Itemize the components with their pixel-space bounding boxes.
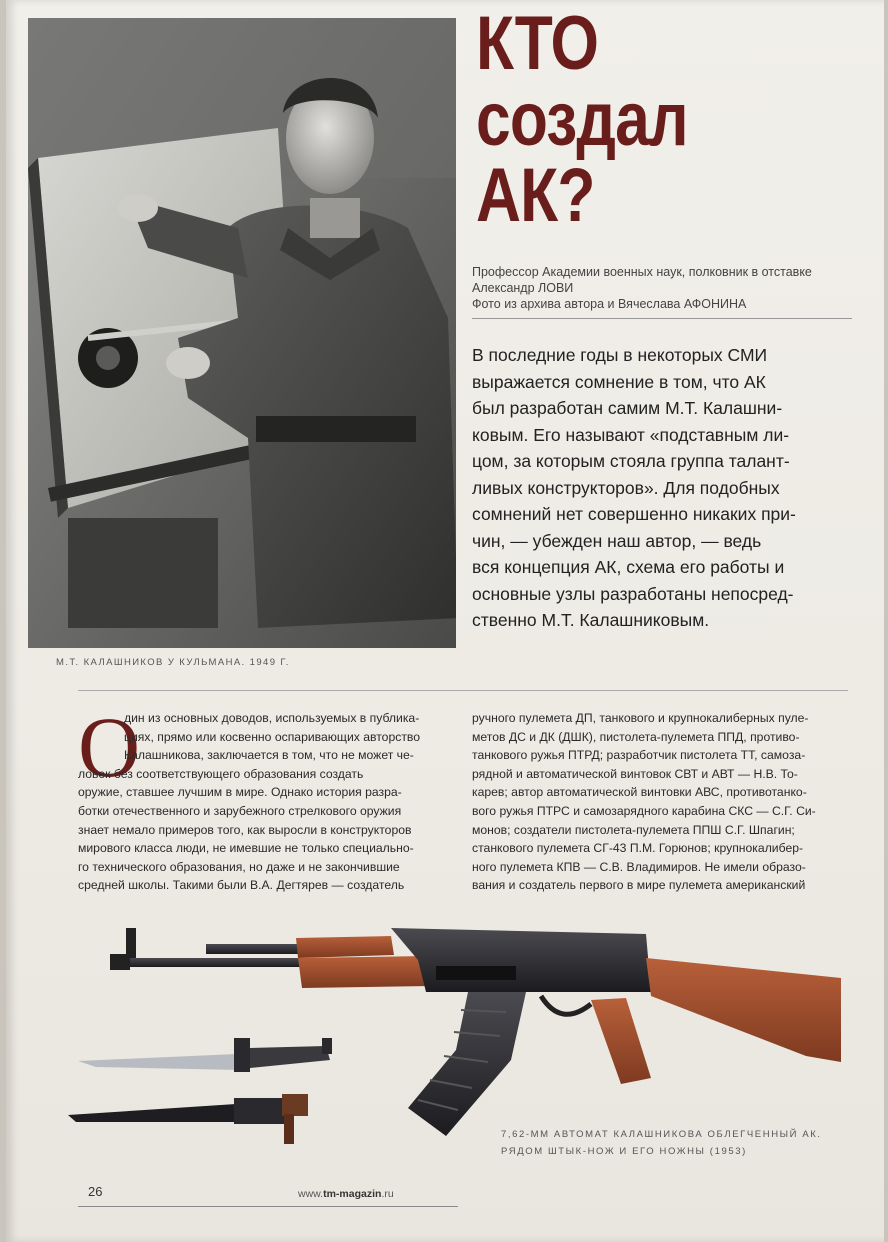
- site-url-domain: tm-magazin: [323, 1188, 382, 1200]
- weapon-caption-line: 7,62-ММ АВТОМАТ КАЛАШНИКОВА ОБЛЕГЧЕННЫЙ АК.: [501, 1129, 822, 1140]
- body-line: ручного пулемета ДП, танкового и крупнокалиберных пуле-: [472, 711, 809, 725]
- body-line: дин из основных доводов, используемых в публика-: [124, 711, 420, 725]
- lead-line: В последние годы в некоторых СМИ: [472, 345, 768, 365]
- byline: [472, 264, 862, 312]
- body-line: метов ДС и ДК (ДШК), пистолета-пулемета ППД, противо-: [472, 729, 800, 744]
- lead-line: сомнений нет совершенно никаких при-: [472, 504, 796, 524]
- body-line: Калашникова, заключается в том, что не может че-: [124, 748, 414, 763]
- body-line: знает немало примеров того, как выросли в конструкторов: [78, 822, 412, 837]
- body-column-left: [78, 709, 452, 895]
- title-line-3: АК?: [476, 153, 595, 238]
- site-url-prefix: www.: [298, 1188, 324, 1200]
- body-line: вого ружья ПТРС и самозарядного карабина СКС — С.Г. Си-: [472, 803, 816, 818]
- magazine-page: [6, 0, 884, 1242]
- lead-line: чин, — убежден наш автор, — ведь: [472, 530, 762, 551]
- body-line: монов; создатели пистолета-пулемета ППШ С.Г. Шпагин;: [472, 822, 795, 837]
- byline-author: Александр ЛОВИ: [472, 281, 574, 295]
- bayonet-scabbard-image: [6, 900, 884, 1160]
- man-at-drafting-board-photo: [28, 18, 456, 648]
- body-line: рядной и автоматической винтовок СВТ и АВТ — Н.В. То-: [472, 766, 798, 781]
- lead-line: выражается сомнение в том, что АК: [472, 371, 766, 392]
- lead-line: ственно М.Т. Калашниковым.: [472, 610, 710, 630]
- body-line: ботки отечественного и зарубежного стрелкового оружия: [78, 803, 402, 818]
- body-line: мирового класса люди, не имевшие не только специально-: [78, 841, 414, 856]
- page-number: 26: [88, 1184, 103, 1199]
- site-url: [298, 1188, 394, 1200]
- title-line-2: создал: [476, 77, 688, 162]
- byline-divider: [472, 318, 852, 319]
- section-divider: [78, 690, 848, 691]
- lead-line: был разработан самим М.Т. Калашни-: [472, 398, 783, 418]
- photo-caption: М.Т. КАЛАШНИКОВ У КУЛЬМАНА. 1949 Г.: [56, 657, 290, 668]
- body-line: карев; автор автоматической винтовки АВС, противотанко-: [472, 785, 807, 800]
- lead-line: основные узлы разработаны непосред-: [472, 583, 794, 604]
- lead-line: ливых конструкторов». Для подобных: [472, 477, 780, 498]
- lead-line: ковым. Его называют «подставным ли-: [472, 424, 790, 445]
- body-line: го технического образования, но даже и не закончившие: [78, 859, 400, 874]
- byline-affiliation: Профессор Академии военных наук, полковник в отставке: [472, 265, 812, 279]
- lead-line: цом, за которым стояла группа талант-: [472, 451, 790, 471]
- weapon-caption-line: РЯДОМ ШТЫК-НОЖ И ЕГО НОЖНЫ (1953): [501, 1146, 747, 1157]
- lead-line: вся концепция АК, схема его работы и: [472, 557, 785, 577]
- body-line: циях, прямо или косвенно оспаривающих авторство: [124, 729, 421, 744]
- body-line: танкового ружья ПТРД; разработчик пистолета ТТ, самоза-: [472, 748, 806, 763]
- site-url-suffix: .ru: [381, 1188, 394, 1200]
- body-column-right: [472, 709, 852, 895]
- body-line: средней школы. Такими были В.А. Дегтярев — создатель: [78, 878, 405, 893]
- drop-cap: О: [78, 699, 141, 795]
- body-line: оружие, ставшее лучшим в мире. Однако история разра-: [78, 785, 402, 800]
- footer-divider: [78, 1206, 458, 1207]
- body-line: вания и создатель первого в мире пулемета американский: [472, 878, 806, 893]
- title-line-1: КТО: [476, 1, 599, 86]
- weapon-caption: [501, 1126, 822, 1160]
- article-title: [476, 1, 788, 238]
- byline-photo-credit: Фото из архива автора и Вячеслава АФОНИНА: [472, 297, 747, 311]
- body-line: ного пулемета КПВ — С.В. Владимиров. Не имели образо-: [472, 859, 806, 874]
- portrait-photo: [28, 18, 456, 648]
- weapon-illustrations: [6, 900, 884, 1160]
- lead-paragraph: [472, 342, 862, 634]
- body-line: ловек без соответствующего образования создать: [78, 766, 364, 781]
- body-line: станкового пулемета СГ-43 П.М. Горюнов; крупнокалибер-: [472, 841, 804, 856]
